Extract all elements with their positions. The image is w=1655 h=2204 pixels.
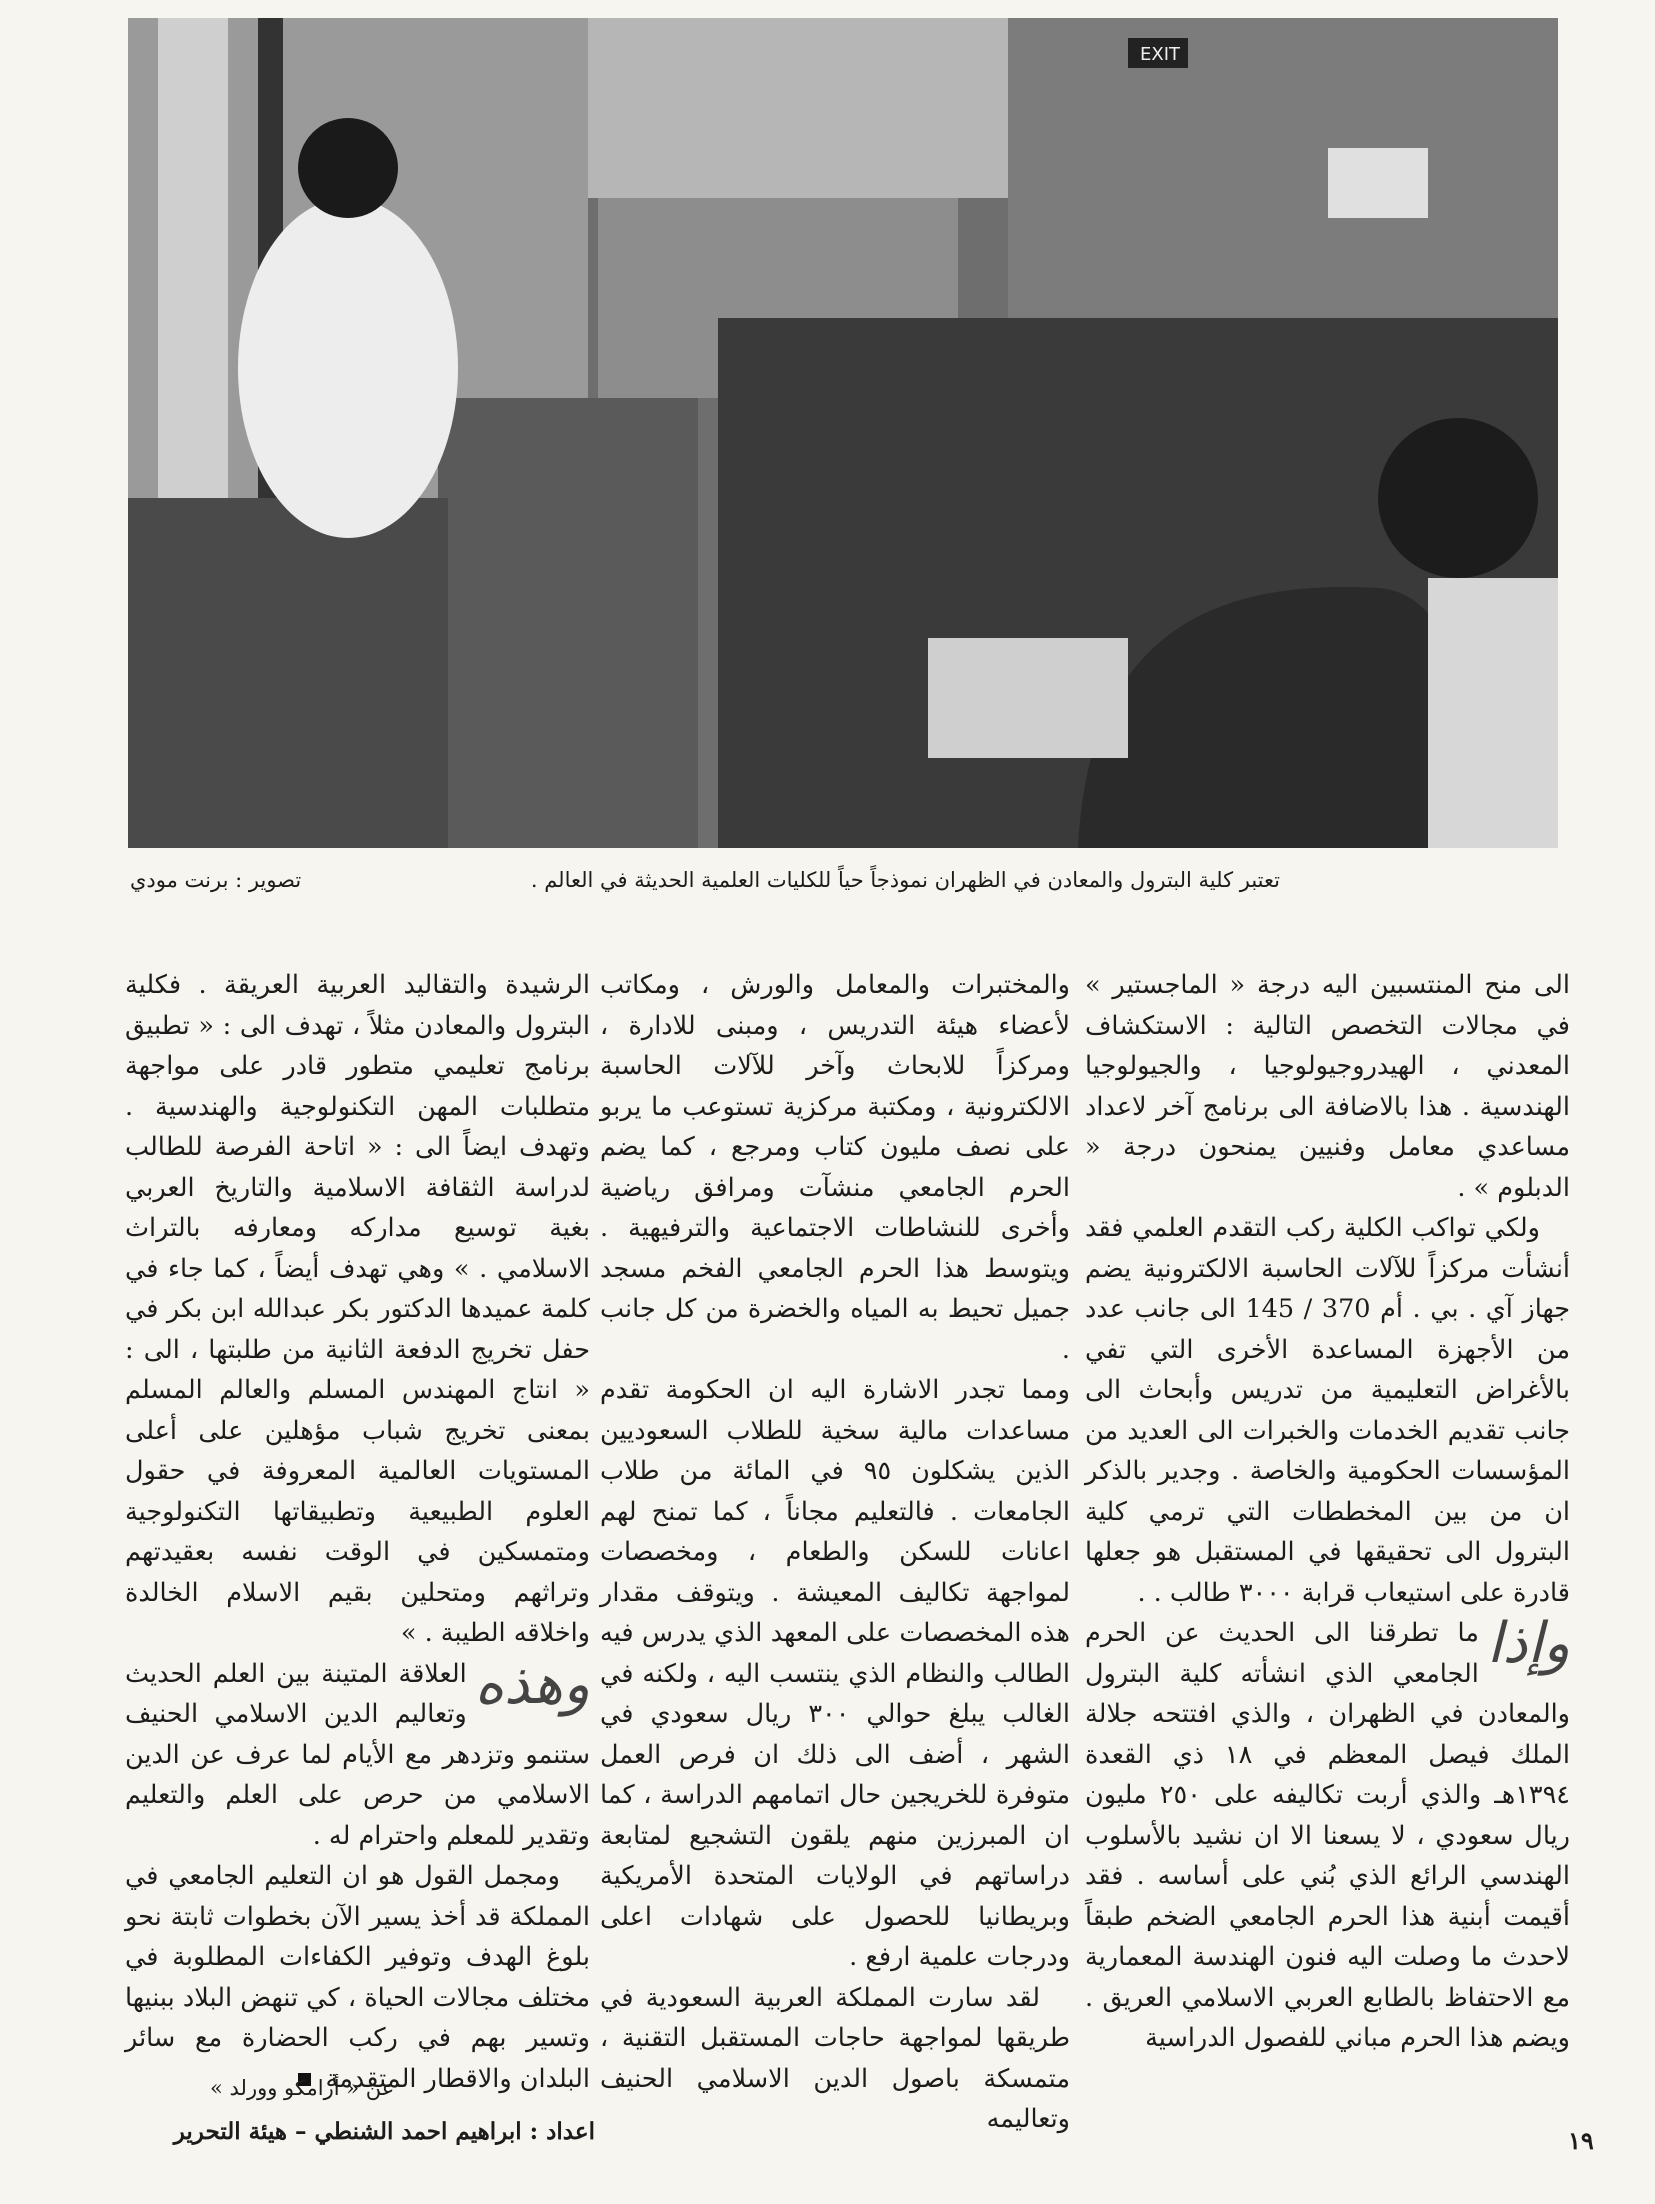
paragraph: الرشيدة والتقاليد العربية العريقة . فكلية البترول والمعادن مثلاً ، تهدف الى : « تطبيق برنامج تعليمي متطور قادر على مواجهة متطلبات المهن التكنولوجية والهندسية . وتهدف ايضاً الى : « اتاحة الفرصة للطالب لدراسة الثقافة الاسلامية والتاريخ العربي بغية توسيع مداركه ومعارفه بالتراث الاسلامي . » وهي تهدف أيضاً ، كما جاء في كلمة عميدها الدكتور بكر عبدالله ابن بكر في حفل تخريج الدفعة الثانية من طلبتها ، الى : « انتاج المهندس المسلم والعالم المسلم بمعنى تخريج شباب مؤهلين على أعلى المستويات العالمية المعروفة في حقول العلوم الطبيعية وتطبيقاتها التكنولوجية ومتمسكين في الوقت نفسه بعقيدتهم وتراثهم ومتحلين بقيم الاسلام الخالدة واخلاقه الطيبة . »: [125, 970, 590, 1648]
paragraph-text: ما تطرقنا الى الحديث عن الحرم الجامعي الذي انشأته كلية البترول والمعادن في الظهران ، والذي افتتحه جلالة الملك فيصل المعظم في ١٨ ذي القعدة ١٣٩٤هـ والذي أربت تكاليفه على ٢٥٠ مليون ريال سعودي ، لا يسعنا الا ان نشيد بالأسلوب الهندسي الرائع الذي بُني على أساسه . فقد أقيمت أبنية هذا الحرم الجامعي الضخم طبقاً لاحدث ما وصلت اليه فنون الهندسة المعمارية مع الاحتفاظ بالطابع العربي الاسلامي العريق . ويضم هذا الحرم مباني للفصول الدراسية: [1085, 1618, 1570, 2053]
photo-caption: [130, 868, 1280, 892]
dropcap-paragraph: [125, 1651, 590, 1857]
article-column-1: [1085, 965, 1570, 2059]
paragraph: [125, 1856, 590, 2099]
computer-center-photo: [128, 18, 1558, 848]
article-column-2: [600, 965, 1070, 2140]
page-number: ١٩: [1568, 2126, 1594, 2155]
prepared-by: اعداد : ابراهيم احمد الشنطي – هيئة التحرير: [173, 2118, 595, 2145]
paragraph: ولكي تواكب الكلية ركب التقدم العلمي فقد أنشأت مركزاً للآلات الحاسبة الالكترونية يضم جهاز آي . بي . أم 370 / 145 الى جانب عدد من الأجهزة المساعدة الأخرى التي تفي بالأغراض التعليمية من تدريس وأبحاث الى جانب تقديم الخدمات والخبرات الى العديد من المؤسسات الحكومية والخاصة . وجدير بالذكر ان من بين المخططات التي ترمي كلية البترول الى تحقيقها في المستقبل هو جعلها قادرة على استيعاب قرابة ٣٠٠٠ طالب . .: [1085, 1213, 1570, 1608]
source-note: عن « أرامكو وورلد »: [210, 2076, 395, 2100]
paragraph: لقد سارت المملكة العربية السعودية في طريقها لمواجهة حاجات المستقبل التقنية ، متمسكة باصول الدين الاسلامي الحنيف وتعاليمه: [600, 1982, 1070, 2134]
caption-text: تعتبر كلية البترول والمعادن في الظهران نموذجاً حياً للكليات العلمية الحديثة في العالم .: [530, 868, 1280, 892]
article-column-3: [125, 965, 590, 2099]
dropcap: وهذه: [474, 1651, 590, 1717]
photo-credit: تصوير : برنت مودي: [130, 868, 302, 892]
paragraph: والمختبرات والمعامل والورش ، ومكاتب لأعضاء هيئة التدريس ، ومبنى للادارة ، ومركزاً للابحاث وآخر للآلات الحاسبة الالكترونية ، ومكتبة مركزية تستوعب ما يربو على نصف مليون كتاب ومرجع ، كما يضم الحرم الجامعي منشآت ومرافق رياضية وأخرى للنشاطات الاجتماعية والترفيهية . ويتوسط هذا الحرم الجامعي الفخم مسجد جميل تحيط به المياه والخضرة من كل جانب .: [600, 970, 1070, 1365]
paragraph-text: العلاقة المتينة بين العلم الحديث وتعاليم الدين الاسلامي الحنيف ستنمو وتزدهر مع الأيام لما عرف عن الدين الاسلامي من حرص على العلم والتعليم وتقدير للمعلم واحترام له .: [125, 1658, 590, 1851]
dropcap: وإذا: [1486, 1611, 1570, 1676]
paragraph: الى منح المنتسبين اليه درجة « الماجستير » في مجالات التخصص التالية : الاستكشاف المعدني ، الهيدروجيولوجيا ، والجيولوجيا الهندسية . هذا بالاضافة الى برنامج آخر لاعداد مساعدي معامل وفنيين يمنحون درجة « الدبلوم » .: [1085, 970, 1570, 1203]
dropcap-paragraph: [1085, 1613, 1570, 2059]
paragraph: ومما تجدر الاشارة اليه ان الحكومة تقدم مساعدات مالية سخية للطلاب السعوديين الذين يشكلون ٩٥ في المائة من طلاب الجامعات . فالتعليم مجاناً ، كما تمنح لهم اعانات للسكن والطعام ، ومخصصات لمواجهة تكاليف المعيشة . ويتوقف مقدار هذه المخصصات على المعهد الذي يدرس فيه الطالب والنظام الذي ينتسب اليه ، ولكنه في الغالب يبلغ حوالي ٣٠٠ ريال سعودي في الشهر ، أضف الى ذلك ان فرص العمل متوفرة للخريجين حال اتمامهم الدراسة ، كما ان المبرزين منهم يلقون التشجيع لمتابعة دراساتهم في الولايات المتحدة الأمريكية وبريطانيا للحصول على شهادات اعلى ودرجات علمية ارفع .: [600, 1375, 1070, 1972]
exit-sign-text: EXIT: [1140, 44, 1181, 65]
closing-text: ومجمل القول هو ان التعليم الجامعي في المملكة قد أخذ يسير الآن بخطوات ثابتة نحو بلوغ الهدف وتوفير الكفاءات المطلوبة في مختلف مجالات الحياة ، كي تنهض البلاد ببنيها وتسير بهم في ركب الحضارة مع سائر البلدان والاقطار المتقدمة: [125, 1861, 590, 2094]
